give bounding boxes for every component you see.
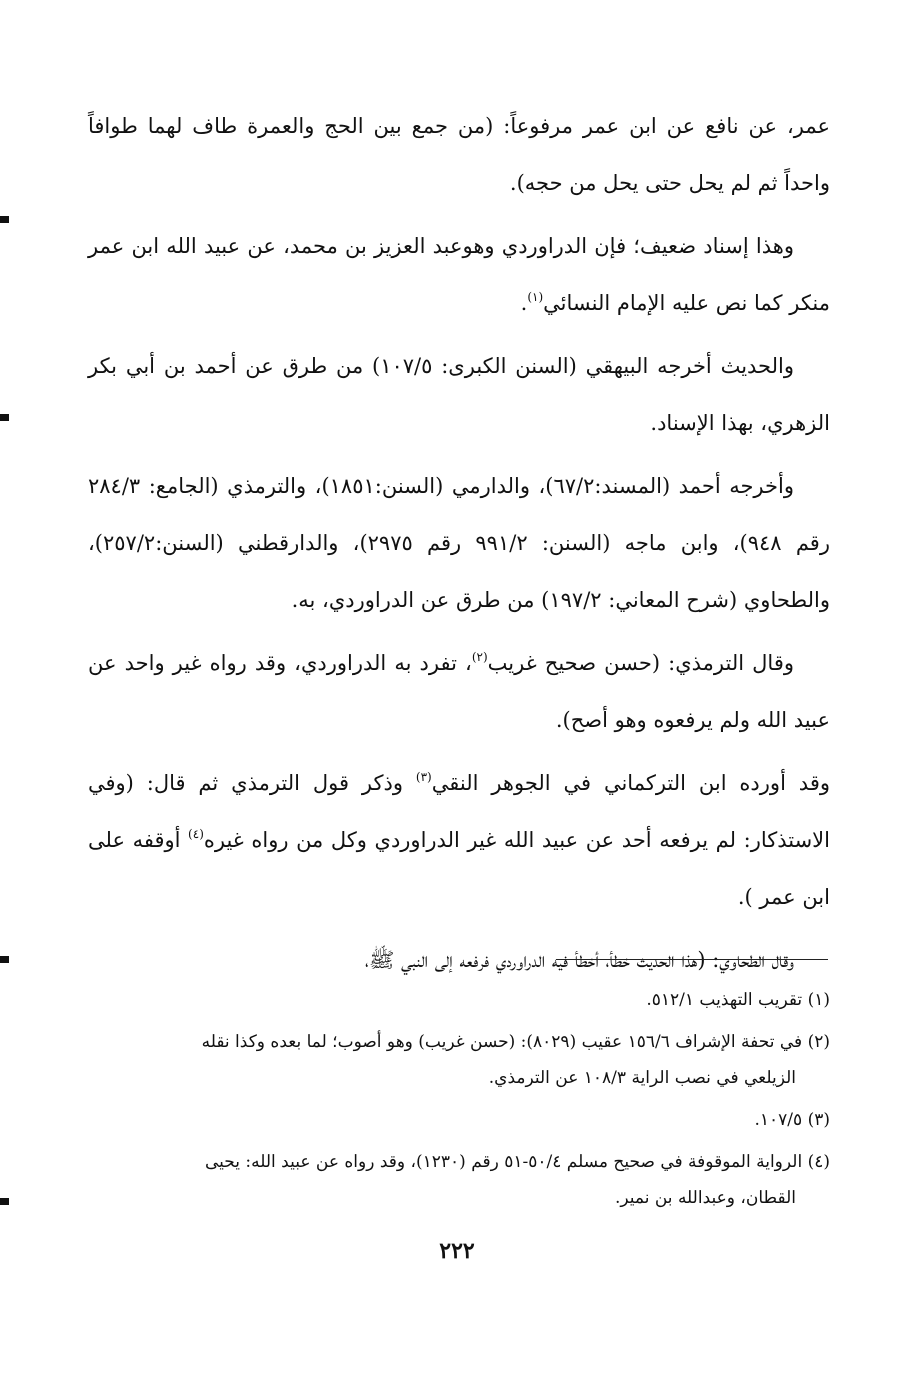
- footnote-text: في تحفة الإشراف ١٥٦/٦ عقيب (٨٠٢٩): (حسن غريب) وهو أصوب؛ لما بعده وكذا نقله: [201, 1032, 803, 1052]
- footnote-item: [90, 1102, 830, 1138]
- paragraph-text: وقد أورده ابن التركماني في الجوهر النقي: [431, 771, 830, 795]
- footnote-continuation: القطان، وعبدالله بن نمير.: [614, 1188, 796, 1208]
- paragraph-text: وقال الترمذي: (حسن صحيح غريب: [487, 651, 795, 675]
- paragraph-text: وذكر قول الترمذي ثم قال: (وفي الاستذكار: لم يرفعه أحد عن عبيد الله غير الدراوردي وكل من رواه غيره: [88, 771, 830, 852]
- footnote-text: الرواية الموقوفة في صحيح مسلم ٥٠/٤-٥١ رقم (١٢٣٠)، وقد رواه عن عبيد الله: يحيى: [205, 1152, 803, 1172]
- body-paragraph: [88, 932, 830, 989]
- main-text: [88, 98, 830, 995]
- scan-edge-mark: [0, 414, 9, 421]
- body-paragraph: [88, 755, 830, 926]
- footnote-text: ١٠٧/٥.: [754, 1110, 803, 1130]
- paragraph-text: ، تفرد به الدراوردي، وقد رواه غير واحد عن عبيد الله ولم يرفعوه وهو أصح).: [88, 651, 830, 732]
- scan-edge-mark: [0, 1198, 9, 1205]
- paragraph-text: أوقفه على ابن عمر ).: [88, 828, 830, 909]
- footnote-reference: (٣): [415, 770, 432, 784]
- paragraph-text: .: [520, 291, 528, 315]
- footnote-item: [90, 1144, 830, 1216]
- footnote-reference: (١): [527, 290, 544, 304]
- footnote-text: تقريب التهذيب ٥١٢/١.: [646, 990, 803, 1010]
- scan-edge-mark: [0, 956, 9, 963]
- footnote-number: (٢): [807, 1032, 830, 1052]
- footnote-number: (٣): [807, 1110, 830, 1130]
- paragraph-text: والحديث أخرجه البيهقي (السنن الكبرى: ١٠٧/٥) من طرق عن أحمد بن أبي بكر الزهري، بهذا الإسناد.: [88, 354, 830, 435]
- footnote-item: [90, 1024, 830, 1096]
- footnote-separator: [556, 959, 828, 960]
- scan-edge-mark: [0, 216, 9, 223]
- footnote-number: (١): [807, 990, 830, 1010]
- body-paragraph: [88, 635, 830, 749]
- paragraph-text: وأخرجه أحمد (المسند:٦٧/٢)، والدارمي (السنن:١٨٥١)، والترمذي (الجامع: ٢٨٤/٣ رقم ٩٤٨)، وابن ماجه (السنن: ٩٩١/٢ رقم ٢٩٧٥)، والدارقطني (السنن:٢٥٧/٢)، والطحاوي (شرح المعاني: ١٩٧/٢) من طرق عن الدراوردي، به.: [88, 474, 830, 612]
- paragraph-text: وهذا إسناد ضعيف؛ فإن الدراوردي وهوعبد العزيز بن محمد، عن عبيد الله ابن عمر منكر كما نص عليه الإمام النسائي: [88, 234, 830, 315]
- body-paragraph: [88, 98, 830, 212]
- footnotes: [90, 982, 830, 1222]
- footnote-number: (٤): [807, 1152, 830, 1172]
- footnote-continuation: الزيلعي في نصب الراية ١٠٨/٣ عن الترمذي.: [488, 1068, 796, 1088]
- page-number: ٢٢٢: [439, 1238, 475, 1264]
- body-paragraph: [88, 218, 830, 332]
- paragraph-text: وقال الطحاوي: (هذا الحديث خطأ، أخطأ فيه الدراوردي فرفعه إلى النبي ﷺ،: [364, 948, 794, 972]
- footnote-reference: (٢): [471, 650, 488, 664]
- paragraph-text: عمر، عن نافع عن ابن عمر مرفوعاً: (من جمع بين الحج والعمرة طاف لهما طوافاً واحداً ثم لم يحل حتى يحل من حجه).: [88, 114, 830, 195]
- footnote-reference: (٤): [188, 827, 204, 841]
- footnote-item: [90, 982, 830, 1018]
- body-paragraph: [88, 458, 830, 629]
- body-paragraph: [88, 338, 830, 452]
